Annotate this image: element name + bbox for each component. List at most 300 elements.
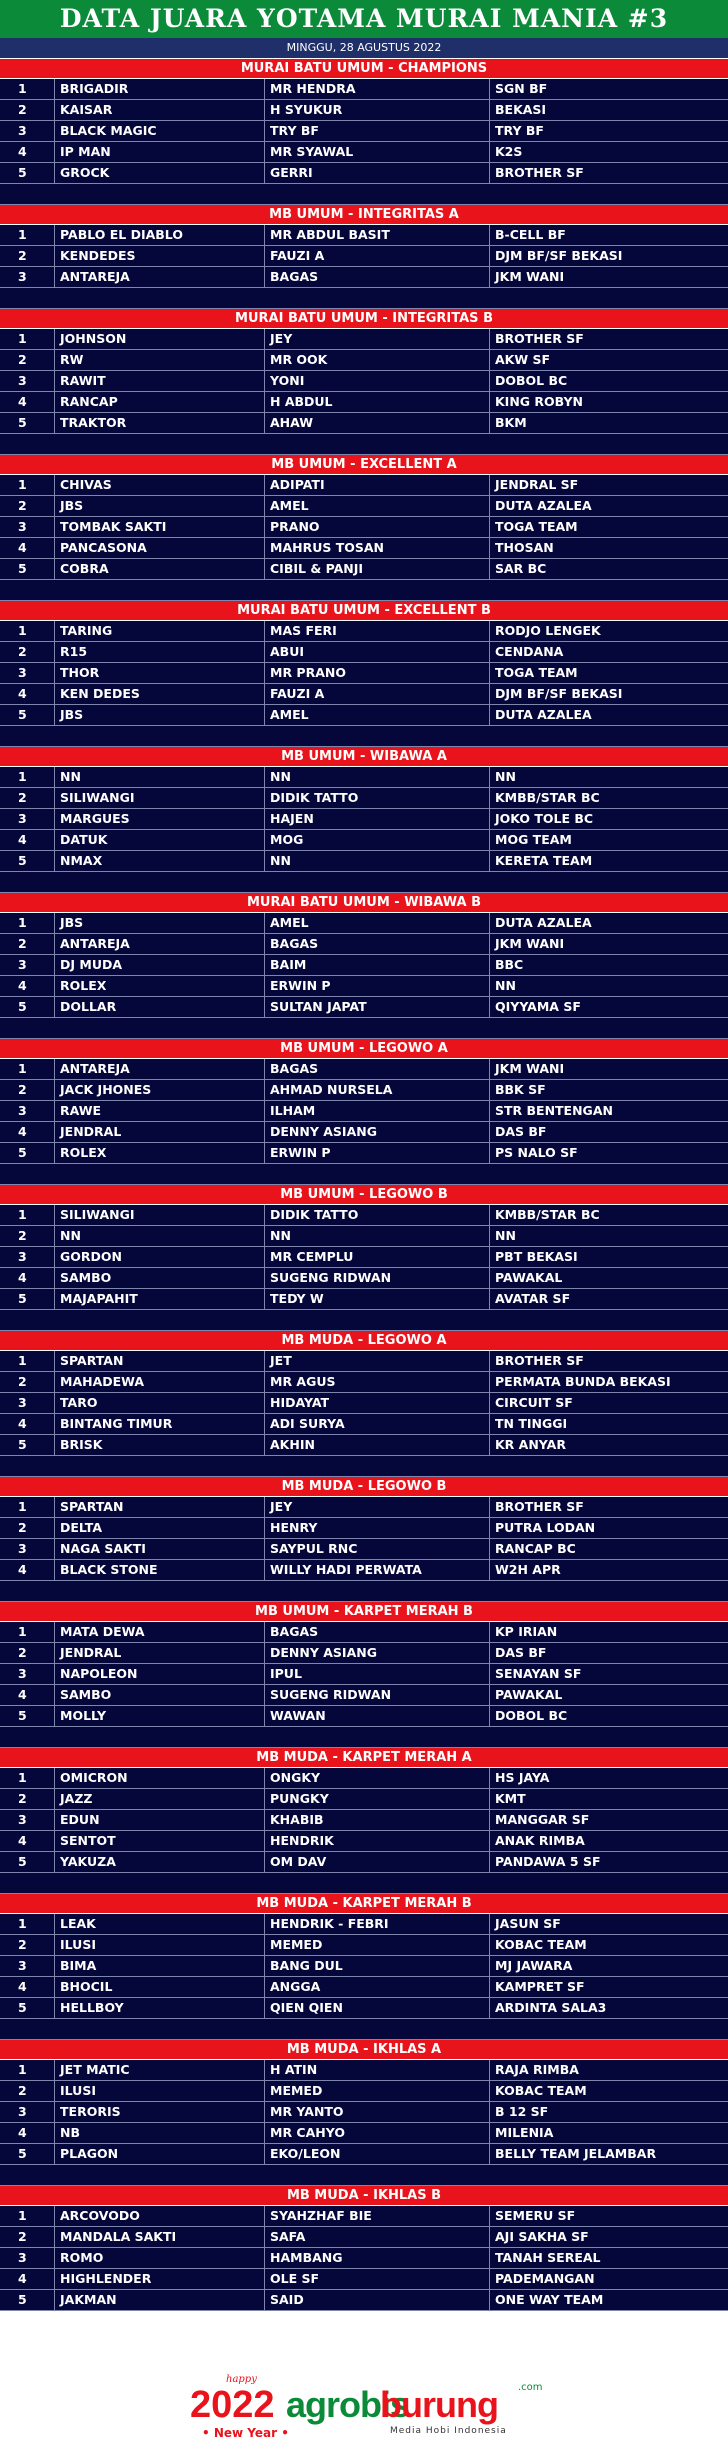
table-row bbox=[0, 1685, 728, 1706]
team-cell: NN bbox=[495, 978, 516, 993]
table-row bbox=[0, 225, 728, 246]
rank-cell: 4 bbox=[0, 2123, 55, 2143]
rank-cell: 2 bbox=[0, 496, 55, 516]
rank-cell: 2 bbox=[0, 246, 55, 266]
team-cell: QIYYAMA SF bbox=[495, 999, 581, 1014]
table-row bbox=[0, 538, 728, 559]
owner-cell: MR PRANO bbox=[265, 663, 490, 683]
owner-cell: ILHAM bbox=[265, 1101, 490, 1121]
team-cell: RAJA RIMBA bbox=[495, 2062, 579, 2077]
rank-cell: 5 bbox=[0, 2144, 55, 2164]
rank-cell: 4 bbox=[0, 976, 55, 996]
bird-name-cell: PANCASONA bbox=[55, 538, 265, 558]
rank-cell: 3 bbox=[0, 121, 55, 141]
page-title: DATA JUARA YOTAMA MURAI MANIA #3 bbox=[0, 0, 728, 38]
owner-cell: AMEL bbox=[265, 913, 490, 933]
section-spacer bbox=[0, 2165, 728, 2186]
table-row bbox=[0, 1810, 728, 1831]
table-row bbox=[0, 559, 728, 580]
bird-name-cell: TOMBAK SAKTI bbox=[55, 517, 265, 537]
section-header: MURAI BATU UMUM - WIBAWA B bbox=[0, 893, 728, 913]
team-cell: JKM WANI bbox=[495, 936, 565, 951]
team-cell: KP IRIAN bbox=[495, 1624, 558, 1639]
rank-cell: 5 bbox=[0, 1706, 55, 1726]
brand-logo bbox=[190, 2374, 550, 2444]
owner-cell: FAUZI A bbox=[265, 246, 490, 266]
rank-cell: 5 bbox=[0, 997, 55, 1017]
bird-name-cell: JOHNSON bbox=[55, 329, 265, 349]
bird-name-cell: JAKMAN bbox=[55, 2290, 265, 2310]
table-row bbox=[0, 2123, 728, 2144]
owner-cell: MAS FERI bbox=[265, 621, 490, 641]
section-header: MURAI BATU UMUM - EXCELLENT B bbox=[0, 601, 728, 621]
team-cell: KMBB/STAR BC bbox=[495, 790, 600, 805]
results-section bbox=[0, 893, 728, 1039]
rank-cell: 5 bbox=[0, 705, 55, 725]
team-cell: DUTA AZALEA bbox=[495, 498, 592, 513]
rank-cell: 5 bbox=[0, 163, 55, 183]
team-cell: RODJO LENGEK bbox=[495, 623, 601, 638]
results-section bbox=[0, 1185, 728, 1331]
table-row bbox=[0, 1205, 728, 1226]
bird-name-cell: ANTAREJA bbox=[55, 1059, 265, 1079]
bird-name-cell: DELTA bbox=[55, 1518, 265, 1538]
rank-cell: 1 bbox=[0, 913, 55, 933]
results-section bbox=[0, 747, 728, 893]
bird-name-cell: BLACK MAGIC bbox=[55, 121, 265, 141]
results-section bbox=[0, 1894, 728, 2040]
table-row bbox=[0, 1289, 728, 1310]
table-row bbox=[0, 1622, 728, 1643]
table-row bbox=[0, 517, 728, 538]
logo-happy: happy bbox=[226, 2374, 257, 2385]
bird-name-cell: ILUSI bbox=[55, 1935, 265, 1955]
team-cell: DJM BF/SF BEKASI bbox=[495, 686, 623, 701]
team-cell: PAWAKAL bbox=[495, 1270, 563, 1285]
rank-cell: 4 bbox=[0, 1685, 55, 1705]
bird-name-cell: ROLEX bbox=[55, 1143, 265, 1163]
team-cell: DUTA AZALEA bbox=[495, 707, 592, 722]
team-cell: JASUN SF bbox=[495, 1916, 561, 1931]
bird-name-cell: TERORIS bbox=[55, 2102, 265, 2122]
owner-cell: DENNY ASIANG bbox=[265, 1122, 490, 1142]
rank-cell: 3 bbox=[0, 1956, 55, 1976]
bird-name-cell: SILIWANGI bbox=[55, 788, 265, 808]
section-spacer bbox=[0, 2019, 728, 2040]
team-cell: W2H APR bbox=[495, 1562, 561, 1577]
logo-brand-part1: agrobis bbox=[286, 2384, 410, 2425]
section-spacer bbox=[0, 1456, 728, 1477]
rank-cell: 3 bbox=[0, 2248, 55, 2268]
rank-cell: 2 bbox=[0, 1789, 55, 1809]
team-cell: SAR BC bbox=[495, 561, 547, 576]
team-cell: KAMPRET SF bbox=[495, 1979, 585, 1994]
section-spacer bbox=[0, 726, 728, 747]
owner-cell: SUGENG RIDWAN bbox=[265, 1685, 490, 1705]
owner-cell: KHABIB bbox=[265, 1810, 490, 1830]
rank-cell: 3 bbox=[0, 517, 55, 537]
team-cell: BROTHER SF bbox=[495, 331, 584, 346]
table-row bbox=[0, 1080, 728, 1101]
section-header: MB MUDA - KARPET MERAH A bbox=[0, 1748, 728, 1768]
team-cell: BROTHER SF bbox=[495, 1499, 584, 1514]
results-section bbox=[0, 2186, 728, 2311]
owner-cell: MR CAHYO bbox=[265, 2123, 490, 2143]
section-spacer bbox=[0, 288, 728, 309]
team-cell: JKM WANI bbox=[495, 1061, 565, 1076]
bird-name-cell: CHIVAS bbox=[55, 475, 265, 495]
section-spacer bbox=[0, 872, 728, 893]
bird-name-cell: KEN DEDES bbox=[55, 684, 265, 704]
team-cell: KING ROBYN bbox=[495, 394, 584, 409]
table-row bbox=[0, 79, 728, 100]
owner-cell: BAGAS bbox=[265, 1059, 490, 1079]
owner-cell: DENNY ASIANG bbox=[265, 1643, 490, 1663]
table-row bbox=[0, 1226, 728, 1247]
owner-cell: WAWAN bbox=[265, 1706, 490, 1726]
rank-cell: 3 bbox=[0, 267, 55, 287]
owner-cell: H ABDUL bbox=[265, 392, 490, 412]
table-row bbox=[0, 1643, 728, 1664]
rank-cell: 3 bbox=[0, 1247, 55, 1267]
bird-name-cell: PLAGON bbox=[55, 2144, 265, 2164]
rank-cell: 3 bbox=[0, 1539, 55, 1559]
rank-cell: 3 bbox=[0, 371, 55, 391]
team-cell: AVATAR SF bbox=[495, 1291, 571, 1306]
rank-cell: 2 bbox=[0, 1935, 55, 1955]
owner-cell: MR YANTO bbox=[265, 2102, 490, 2122]
section-spacer bbox=[0, 1018, 728, 1039]
results-section bbox=[0, 1039, 728, 1185]
bird-name-cell: RAWE bbox=[55, 1101, 265, 1121]
bird-name-cell: ANTAREJA bbox=[55, 934, 265, 954]
bird-name-cell: GROCK bbox=[55, 163, 265, 183]
rank-cell: 1 bbox=[0, 767, 55, 787]
rank-cell: 3 bbox=[0, 1101, 55, 1121]
rank-cell: 2 bbox=[0, 1518, 55, 1538]
owner-cell: AMEL bbox=[265, 496, 490, 516]
section-header: MB UMUM - WIBAWA A bbox=[0, 747, 728, 767]
team-cell: TRY BF bbox=[495, 123, 544, 138]
results-section bbox=[0, 1477, 728, 1602]
table-row bbox=[0, 2206, 728, 2227]
owner-cell: HAJEN bbox=[265, 809, 490, 829]
rank-cell: 3 bbox=[0, 663, 55, 683]
rank-cell: 3 bbox=[0, 1664, 55, 1684]
table-row bbox=[0, 2248, 728, 2269]
team-cell: AKW SF bbox=[495, 352, 551, 367]
bird-name-cell: JENDRAL bbox=[55, 1643, 265, 1663]
table-row bbox=[0, 621, 728, 642]
owner-cell: FAUZI A bbox=[265, 684, 490, 704]
bird-name-cell: R15 bbox=[55, 642, 265, 662]
bird-name-cell: JACK JHONES bbox=[55, 1080, 265, 1100]
team-cell: DAS BF bbox=[495, 1645, 547, 1660]
owner-cell: MEMED bbox=[265, 2081, 490, 2101]
rank-cell: 4 bbox=[0, 1831, 55, 1851]
rank-cell: 1 bbox=[0, 225, 55, 245]
bird-name-cell: DOLLAR bbox=[55, 997, 265, 1017]
owner-cell: ERWIN P bbox=[265, 1143, 490, 1163]
bird-name-cell: BIMA bbox=[55, 1956, 265, 1976]
team-cell: TOGA TEAM bbox=[495, 665, 578, 680]
owner-cell: ERWIN P bbox=[265, 976, 490, 996]
bird-name-cell: SENTOT bbox=[55, 1831, 265, 1851]
team-cell: KMT bbox=[495, 1791, 526, 1806]
owner-cell: TRY BF bbox=[265, 121, 490, 141]
table-row bbox=[0, 663, 728, 684]
logo-domain: .com bbox=[518, 2382, 543, 2393]
results-section bbox=[0, 601, 728, 747]
team-cell: CIRCUIT SF bbox=[495, 1395, 573, 1410]
owner-cell: HENDRIK bbox=[265, 1831, 490, 1851]
bird-name-cell: NMAX bbox=[55, 851, 265, 871]
team-cell: B 12 SF bbox=[495, 2104, 549, 2119]
team-cell: TOGA TEAM bbox=[495, 519, 578, 534]
table-row bbox=[0, 121, 728, 142]
table-row bbox=[0, 1414, 728, 1435]
table-row bbox=[0, 955, 728, 976]
table-row bbox=[0, 1998, 728, 2019]
bird-name-cell: ROLEX bbox=[55, 976, 265, 996]
owner-cell: MR AGUS bbox=[265, 1372, 490, 1392]
owner-cell: WILLY HADI PERWATA bbox=[265, 1560, 490, 1580]
team-cell: CENDANA bbox=[495, 644, 564, 659]
section-header: MB MUDA - IKHLAS B bbox=[0, 2186, 728, 2206]
team-cell: JOKO TOLE BC bbox=[495, 811, 594, 826]
event-date: MINGGU, 28 AGUSTUS 2022 bbox=[0, 38, 728, 58]
bird-name-cell: SILIWANGI bbox=[55, 1205, 265, 1225]
logo-year: 2022 bbox=[190, 2384, 275, 2426]
table-row bbox=[0, 392, 728, 413]
table-row bbox=[0, 2060, 728, 2081]
owner-cell: SUGENG RIDWAN bbox=[265, 1268, 490, 1288]
owner-cell: H SYUKUR bbox=[265, 100, 490, 120]
bird-name-cell: JBS bbox=[55, 913, 265, 933]
table-row bbox=[0, 2144, 728, 2165]
owner-cell: NN bbox=[265, 767, 490, 787]
bird-name-cell: SAMBO bbox=[55, 1268, 265, 1288]
table-row bbox=[0, 371, 728, 392]
team-cell: STR BENTENGAN bbox=[495, 1103, 613, 1118]
table-row bbox=[0, 163, 728, 184]
footer bbox=[0, 2354, 728, 2454]
owner-cell: HENRY bbox=[265, 1518, 490, 1538]
owner-cell: DIDIK TATTO bbox=[265, 788, 490, 808]
owner-cell: ABUI bbox=[265, 642, 490, 662]
rank-cell: 1 bbox=[0, 79, 55, 99]
team-cell: KERETA TEAM bbox=[495, 853, 593, 868]
owner-cell: NN bbox=[265, 851, 490, 871]
table-row bbox=[0, 329, 728, 350]
rank-cell: 4 bbox=[0, 1268, 55, 1288]
rank-cell: 1 bbox=[0, 1622, 55, 1642]
results-section bbox=[0, 2040, 728, 2186]
team-cell: TANAH SEREAL bbox=[495, 2250, 601, 2265]
owner-cell: SYAHZHAF BIE bbox=[265, 2206, 490, 2226]
owner-cell: EKO/LEON bbox=[265, 2144, 490, 2164]
owner-cell: MOG bbox=[265, 830, 490, 850]
owner-cell: BAIM bbox=[265, 955, 490, 975]
rank-cell: 5 bbox=[0, 1852, 55, 1872]
team-cell: KMBB/STAR BC bbox=[495, 1207, 600, 1222]
section-spacer bbox=[0, 434, 728, 455]
team-cell: BROTHER SF bbox=[495, 1353, 584, 1368]
rank-cell: 1 bbox=[0, 1059, 55, 1079]
table-row bbox=[0, 767, 728, 788]
section-spacer bbox=[0, 580, 728, 601]
bird-name-cell: RANCAP bbox=[55, 392, 265, 412]
table-row bbox=[0, 496, 728, 517]
section-spacer bbox=[0, 1164, 728, 1185]
team-cell: MILENIA bbox=[495, 2125, 554, 2140]
team-cell: SENAYAN SF bbox=[495, 1666, 582, 1681]
section-header: MURAI BATU UMUM - INTEGRITAS B bbox=[0, 309, 728, 329]
table-row bbox=[0, 934, 728, 955]
owner-cell: MEMED bbox=[265, 1935, 490, 1955]
owner-cell: QIEN QIEN bbox=[265, 1998, 490, 2018]
bird-name-cell: COBRA bbox=[55, 559, 265, 579]
rank-cell: 1 bbox=[0, 621, 55, 641]
table-row bbox=[0, 851, 728, 872]
section-spacer bbox=[0, 184, 728, 205]
team-cell: JENDRAL SF bbox=[495, 477, 579, 492]
team-cell: ANAK RIMBA bbox=[495, 1833, 585, 1848]
results-section bbox=[0, 455, 728, 601]
team-cell: NN bbox=[495, 769, 516, 784]
bird-name-cell: BRISK bbox=[55, 1435, 265, 1455]
bird-name-cell: JENDRAL bbox=[55, 1122, 265, 1142]
team-cell: PS NALO SF bbox=[495, 1145, 578, 1160]
team-cell: AJI SAKHA SF bbox=[495, 2229, 589, 2244]
table-row bbox=[0, 1101, 728, 1122]
table-row bbox=[0, 100, 728, 121]
rank-cell: 5 bbox=[0, 2290, 55, 2310]
rank-cell: 3 bbox=[0, 1393, 55, 1413]
rank-cell: 5 bbox=[0, 1998, 55, 2018]
rank-cell: 4 bbox=[0, 684, 55, 704]
table-row bbox=[0, 809, 728, 830]
table-row bbox=[0, 1268, 728, 1289]
logo-new-year: • New Year • bbox=[202, 2426, 289, 2440]
team-cell: BROTHER SF bbox=[495, 165, 584, 180]
rank-cell: 1 bbox=[0, 1205, 55, 1225]
owner-cell: GERRI bbox=[265, 163, 490, 183]
rank-cell: 2 bbox=[0, 788, 55, 808]
table-row bbox=[0, 1247, 728, 1268]
table-row bbox=[0, 142, 728, 163]
team-cell: THOSAN bbox=[495, 540, 554, 555]
bird-name-cell: BRIGADIR bbox=[55, 79, 265, 99]
rank-cell: 2 bbox=[0, 1643, 55, 1663]
rank-cell: 2 bbox=[0, 934, 55, 954]
section-header: MB UMUM - INTEGRITAS A bbox=[0, 205, 728, 225]
bird-name-cell: THOR bbox=[55, 663, 265, 683]
table-row bbox=[0, 1059, 728, 1080]
bird-name-cell: KAISAR bbox=[55, 100, 265, 120]
bird-name-cell: EDUN bbox=[55, 1810, 265, 1830]
bird-name-cell: MAHADEWA bbox=[55, 1372, 265, 1392]
section-header: MB MUDA - LEGOWO B bbox=[0, 1477, 728, 1497]
bird-name-cell: JAZZ bbox=[55, 1789, 265, 1809]
owner-cell: SAID bbox=[265, 2290, 490, 2310]
rank-cell: 4 bbox=[0, 392, 55, 412]
owner-cell: JET bbox=[265, 1351, 490, 1371]
team-cell: NN bbox=[495, 1228, 516, 1243]
rank-cell: 3 bbox=[0, 2102, 55, 2122]
team-cell: K2S bbox=[495, 144, 523, 159]
owner-cell: PRANO bbox=[265, 517, 490, 537]
rank-cell: 1 bbox=[0, 2206, 55, 2226]
rank-cell: 5 bbox=[0, 1289, 55, 1309]
rank-cell: 2 bbox=[0, 1372, 55, 1392]
bird-name-cell: SPARTAN bbox=[55, 1497, 265, 1517]
rank-cell: 5 bbox=[0, 1143, 55, 1163]
bird-name-cell: BHOCIL bbox=[55, 1977, 265, 1997]
team-cell: BEKASI bbox=[495, 102, 547, 117]
table-row bbox=[0, 1435, 728, 1456]
rank-cell: 1 bbox=[0, 1351, 55, 1371]
table-row bbox=[0, 475, 728, 496]
table-row bbox=[0, 350, 728, 371]
owner-cell: BANG DUL bbox=[265, 1956, 490, 1976]
section-spacer bbox=[0, 1581, 728, 1602]
rank-cell: 2 bbox=[0, 2081, 55, 2101]
bird-name-cell: JBS bbox=[55, 705, 265, 725]
team-cell: KOBAC TEAM bbox=[495, 2083, 587, 2098]
rank-cell: 3 bbox=[0, 809, 55, 829]
bird-name-cell: NAPOLEON bbox=[55, 1664, 265, 1684]
bird-name-cell: DJ MUDA bbox=[55, 955, 265, 975]
table-row bbox=[0, 642, 728, 663]
table-row bbox=[0, 976, 728, 997]
team-cell: TN TINGGI bbox=[495, 1416, 568, 1431]
team-cell: DUTA AZALEA bbox=[495, 915, 592, 930]
table-row bbox=[0, 997, 728, 1018]
team-cell: BELLY TEAM JELAMBAR bbox=[495, 2146, 657, 2161]
rank-cell: 5 bbox=[0, 851, 55, 871]
section-header: MB MUDA - IKHLAS A bbox=[0, 2040, 728, 2060]
team-cell: DAS BF bbox=[495, 1124, 547, 1139]
team-cell: BBK SF bbox=[495, 1082, 546, 1097]
section-header: MURAI BATU UMUM - CHAMPIONS bbox=[0, 59, 728, 79]
owner-cell: ADI SURYA bbox=[265, 1414, 490, 1434]
section-header: MB UMUM - LEGOWO A bbox=[0, 1039, 728, 1059]
owner-cell: YONI bbox=[265, 371, 490, 391]
bird-name-cell: ANTAREJA bbox=[55, 267, 265, 287]
bird-name-cell: HELLBOY bbox=[55, 1998, 265, 2018]
rank-cell: 2 bbox=[0, 100, 55, 120]
team-cell: MOG TEAM bbox=[495, 832, 572, 847]
logo-brand-part2: burung bbox=[380, 2384, 498, 2425]
table-row bbox=[0, 1768, 728, 1789]
rank-cell: 5 bbox=[0, 413, 55, 433]
rank-cell: 4 bbox=[0, 1560, 55, 1580]
bird-name-cell: SPARTAN bbox=[55, 1351, 265, 1371]
owner-cell: PUNGKY bbox=[265, 1789, 490, 1809]
rank-cell: 2 bbox=[0, 1080, 55, 1100]
bird-name-cell: YAKUZA bbox=[55, 1852, 265, 1872]
bird-name-cell: MOLLY bbox=[55, 1706, 265, 1726]
rank-cell: 5 bbox=[0, 559, 55, 579]
rank-cell: 2 bbox=[0, 642, 55, 662]
bird-name-cell: NAGA SAKTI bbox=[55, 1539, 265, 1559]
table-row bbox=[0, 1497, 728, 1518]
team-cell: KR ANYAR bbox=[495, 1437, 566, 1452]
bird-name-cell: NN bbox=[55, 1226, 265, 1246]
rank-cell: 1 bbox=[0, 1497, 55, 1517]
bird-name-cell: MAJAPAHIT bbox=[55, 1289, 265, 1309]
